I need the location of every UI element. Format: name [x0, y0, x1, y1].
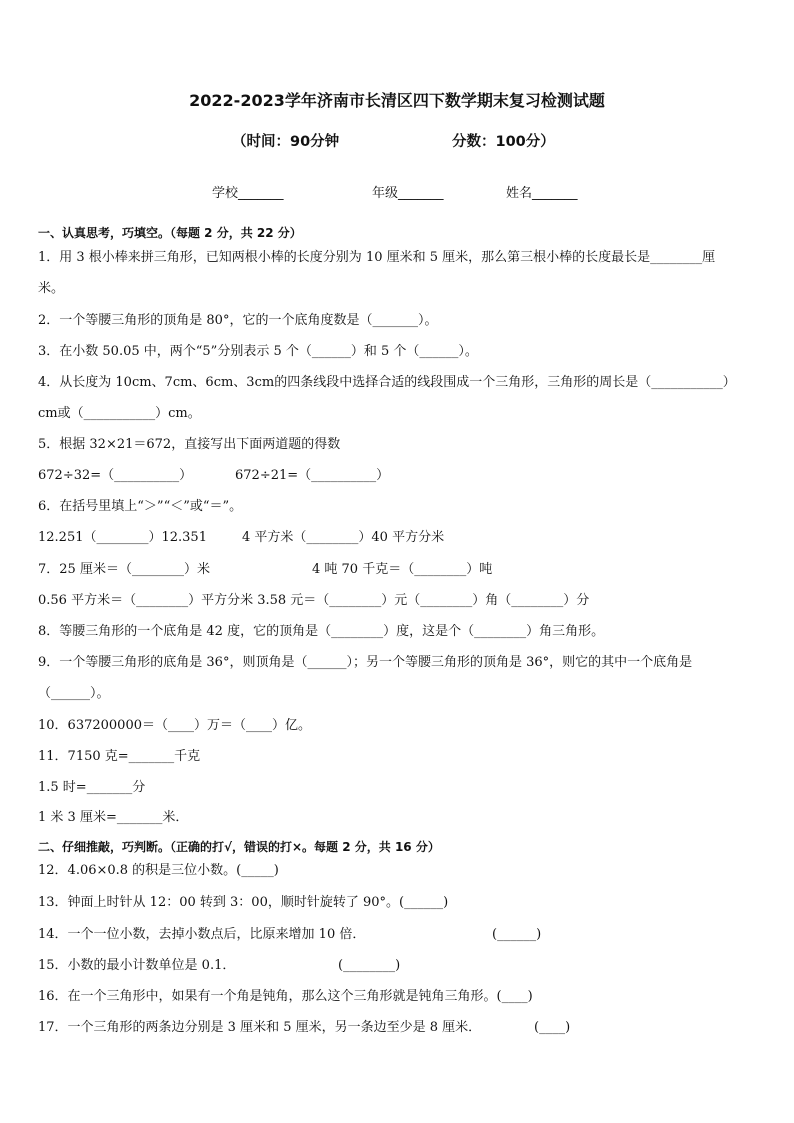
question-7-left: 7．25 厘米＝（________）米: [38, 562, 210, 577]
question-6: 6．在括号里填上“＞”“＜”或“＝”。: [38, 499, 243, 514]
grade-field: 年级_______: [372, 186, 444, 201]
exam-time: （时间：90分钟: [232, 134, 340, 150]
question-13: 13．钟面上时针从 12：00 转到 3：00，顺时针旋转了 90°。(______): [38, 895, 449, 910]
question-17: 17．一个三角形的两条边分别是 3 厘米和 5 厘米，另一条边至少是 8 厘米．: [38, 1020, 482, 1035]
question-3: 3．在小数 50.05 中，两个“5”分别表示 5 个（______）和 5 个（______）。: [38, 344, 478, 359]
question-1-cont: 米。: [38, 281, 65, 296]
question-9-cont: （______）。: [38, 686, 110, 701]
question-7-cont: 0.56 平方米＝（________）平方分米 3.58 元＝（________）元（________）角（________）分: [38, 593, 590, 608]
question-11-part2: 1.5 时=_______分: [38, 780, 146, 795]
question-11-part3: 1 米 3 厘米=_______米．: [38, 810, 189, 825]
question-4: 4．从长度为 10cm、7cm、6cm、3cm的四条线段中选择合适的线段围成一个三角形，三角形的周长是（___________）: [38, 375, 736, 390]
question-7-right: 4 吨 70 千克＝（________）吨: [312, 562, 493, 577]
question-5-right: 672÷21=（__________）: [235, 468, 390, 483]
question-11: 11．7150 克=_______千克: [38, 749, 201, 764]
section-1-heading: 一、认真思考，巧填空。（每题 2 分，共 22 分）: [38, 226, 302, 240]
school-field: 学校_______: [212, 186, 284, 201]
question-9: 9．一个等腰三角形的底角是 36°，则顶角是（______）；另一个等腰三角形的顶角是 36°，则它的其中一个底角是: [38, 655, 693, 670]
question-6-left: 12.251（________）12.351: [38, 530, 207, 545]
question-1: 1．用 3 根小棒来拼三角形，已知两根小棒的长度分别为 10 厘米和 5 厘米，那么第三根小棒的长度最长是________厘: [38, 250, 716, 265]
question-15-answer: (________): [338, 958, 401, 973]
exam-score: 分数：100分）: [452, 134, 555, 150]
question-5-left: 672÷32=（__________）: [38, 468, 193, 483]
question-14-answer: (______): [492, 927, 542, 942]
question-17-answer: (____): [534, 1020, 571, 1035]
question-12: 12．4.06×0.8 的积是三位小数。(_____): [38, 863, 279, 878]
question-16: 16．在一个三角形中，如果有一个角是钝角，那么这个三角形就是钝角三角形。(____): [38, 989, 533, 1004]
page-title: 2022-2023学年济南市长清区四下数学期末复习检测试题: [189, 91, 605, 110]
question-8: 8．等腰三角形的一个底角是 42 度，它的顶角是（________）度，这是个（________）角三角形。: [38, 624, 605, 639]
question-14: 14．一个一位小数，去掉小数点后，比原来增加 10 倍．: [38, 927, 366, 942]
question-15: 15．小数的最小计数单位是 0.1．: [38, 958, 236, 973]
question-5: 5．根据 32×21＝672，直接写出下面两道题的得数: [38, 437, 341, 452]
name-field: 姓名_______: [506, 186, 578, 201]
question-2: 2．一个等腰三角形的顶角是 80°，它的一个底角度数是（_______）。: [38, 313, 438, 328]
question-10: 10．637200000＝（____）万＝（____）亿。: [38, 718, 311, 733]
question-4-cont: cm或（___________）cm。: [38, 406, 201, 421]
section-2-heading: 二、仔细推敲，巧判断。（正确的打√，错误的打×。每题 2 分，共 16 分）: [38, 840, 440, 854]
question-6-right: 4 平方米（________）40 平方分米: [242, 530, 445, 545]
